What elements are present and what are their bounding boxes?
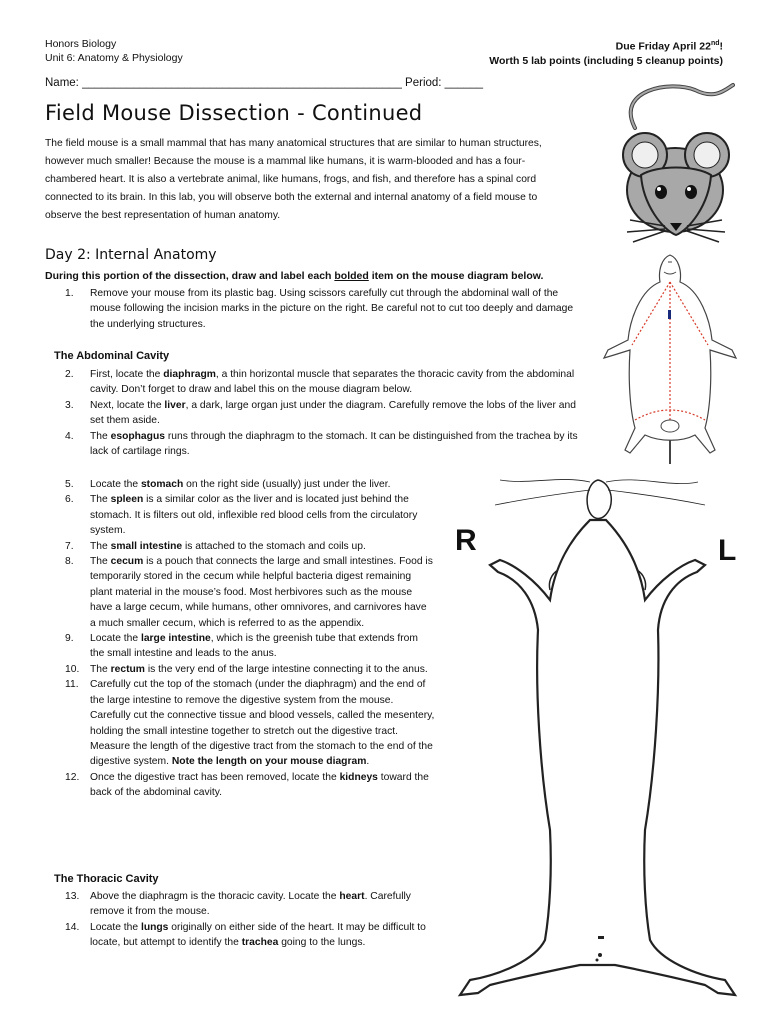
due-info <box>489 37 723 68</box>
list-item: 10. The rectum is the very end of the large intestine connecting it to the anus. <box>65 663 428 675</box>
page-title: Field Mouse Dissection - Continued <box>45 101 423 125</box>
section-heading-abdominal: The Abdominal Cavity <box>54 350 170 362</box>
unit-name: Unit 6: Anatomy & Physiology <box>45 52 183 64</box>
name-period-line: Name: __________________________________________________ Period: ______ <box>45 77 484 89</box>
mouse-cartoon-image <box>575 80 735 245</box>
instructions: During this portion of the dissection, draw and label each bolded item on the mouse diagram below. <box>45 270 544 282</box>
step-list-intro <box>45 286 590 332</box>
worth-points: Worth 5 lab points (including 5 cleanup points) <box>489 54 723 67</box>
list-item: 13. Above the diaphragm is the thoracic cavity. Locate the heart. Carefully remove it from the mouse. <box>65 891 411 918</box>
list-item: 5. Locate the stomach on the right side (usually) just under the liver. <box>65 479 391 490</box>
list-item: 4. The esophagus runs through the diaphragm to the stomach. It can be distinguished from the trachea by its lack of cartilage rings. <box>65 430 578 458</box>
step-list-thoracic <box>45 889 435 951</box>
label-right: R <box>455 524 477 557</box>
intro-paragraph: The field mouse is a small mammal that has many anatomical structures that are similar to human structures, however much smaller! Because the mouse is a mammal like humans, it is warm-blooded and has a four-chambered heart. It is also a vertebrate animal, like humans, frogs, and fish, and therefore has a spinal cord connected to its brain. In this lab, you will observe both the external and internal anatomy of a field mouse to observe the best representation of human anatomy. <box>45 138 542 221</box>
section-title-day2: Day 2: Internal Anatomy <box>45 247 217 263</box>
label-left: L <box>718 534 737 567</box>
list-item: 8. The cecum is a pouch that connects the large and small intestines. Food is temporarily stored in the cecum while helpful bacteria digest remaining plant material in the mouse’s food. Most herbivores such as the mouse have a large cecum, while humans, other omnivores, and carnivores have a much smaller cecum, which is referred to as the appendix. <box>65 556 433 629</box>
due-date: Due Friday April 22nd! <box>615 40 723 53</box>
list-item: 11. Carefully cut the top of the stomach (under the diaphragm) and the end of the large intestine to remove the digestive system from the mouse. Carefully cut the connective tissue and blood vessels, called the mesentery, holding the small intestine together to stretch out the digestive tract. Measure the length of the digestive tract from the stomach to the end of the digestive system. Note the length on your mouse diagram. <box>65 679 435 768</box>
list-item: 14. Locate the lungs originally on either side of the heart. It may be difficult to locate, but attempt to identify the trachea going to the lungs. <box>65 921 426 949</box>
list-item: 12. Once the digestive tract has been removed, locate the kidneys toward the back of the abdominal cavity. <box>65 771 429 799</box>
course-info <box>45 37 183 65</box>
list-item: 1. Remove your mouse from its plastic bag. Using scissors carefully cut through the abdominal wall of the mouse following the incision marks in the picture on the right. Be careful not to cut too deeply and damage the underlying structures. <box>65 288 574 330</box>
list-item: 9. Locate the large intestine, which is the greenish tube that extends from the small intestine and leads to the anus. <box>65 633 418 660</box>
list-item: 3. Next, locate the liver, a dark, large organ just under the diagram. Carefully remove the lobs of the liver and set them aside. <box>65 399 576 427</box>
list-item: 7. The small intestine is attached to the stomach and coils up. <box>65 540 366 552</box>
step-list-abdominal-top <box>45 367 582 459</box>
course-name: Honors Biology <box>45 38 117 50</box>
step-list-abdominal <box>45 477 435 801</box>
mouse-outline-diagram <box>440 470 760 1015</box>
list-item: 2. First, locate the diaphragm, a thin horizontal muscle that separates the thoracic cavity from the abdominal cavity. Don’t forget to draw and label this on the mouse diagram below. <box>65 369 575 396</box>
list-item: 6. The spleen is a similar color as the liver and is located just behind the stomach. It is filters out old, inflexible red blood cells from the circulatory system. <box>65 494 418 537</box>
incision-diagram-image <box>600 250 740 470</box>
section-heading-thoracic: The Thoracic Cavity <box>54 873 159 885</box>
